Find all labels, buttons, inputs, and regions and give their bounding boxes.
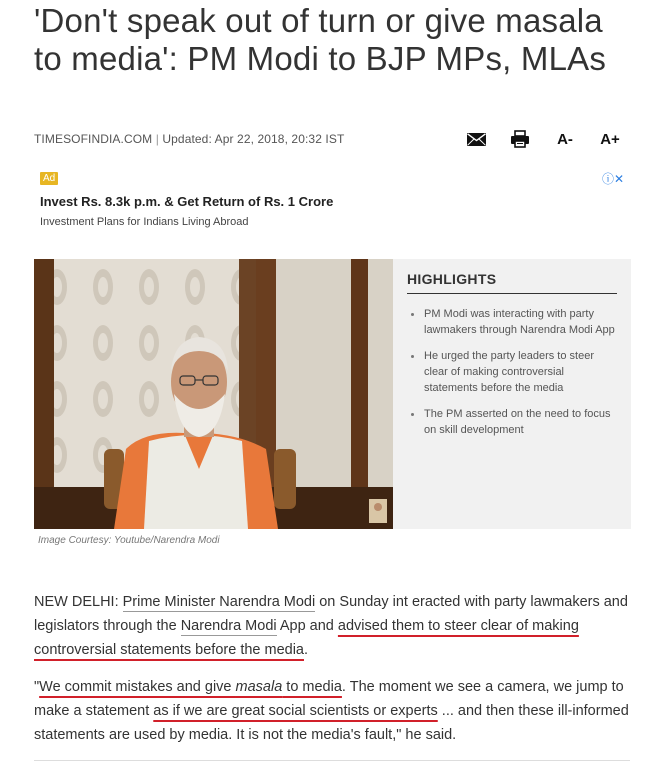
font-increase-button[interactable]: A+ [600,130,620,148]
highlight-item: PM Modi was interacting with party lawmakers through Narendra Modi App [407,306,617,338]
article-paragraph [34,675,634,747]
underlined-quote [39,679,342,695]
byline-separator: | [155,132,159,146]
underlined-text: We commit mistakes and give [39,679,236,695]
sponsored-ad[interactable] [34,168,630,238]
highlight-item: The PM asserted on the need to focus on skill development [407,406,617,438]
envelope-icon [467,133,486,146]
dateline-text: NEW DELHI: [34,594,123,610]
article-body [34,590,634,760]
article-photo [34,259,393,529]
highlight-item: He urged the party leaders to steer clear of making controversial statements before the media [407,348,617,396]
paragraph-text: . The moment we see a camera, we jump to make a statement [34,679,624,719]
article-paragraph [34,590,634,662]
email-button[interactable] [466,125,486,153]
entity-link-pm-modi[interactable]: Prime Minister Narendra Modi [122,594,316,610]
entity-link-narendra-modi[interactable]: Narendra Modi [180,618,277,634]
paragraph-text: App and [276,618,338,634]
underlined-text: advised them to steer clear of making controversial statements before the media [34,618,579,658]
byline [34,132,344,146]
photo-illustration [34,259,393,529]
ad-badge: Ad [40,172,58,185]
font-decrease-button[interactable]: A- [557,130,573,148]
highlights-list [407,306,617,448]
ad-title[interactable]: Invest Rs. 8.3k p.m. & Get Return of Rs. 1 Crore [40,194,334,209]
emphasis-text: masala [235,679,283,695]
paragraph-text: . [304,642,309,658]
underlined-text: to media [282,679,342,695]
paragraph-text: on Sunday int eracted with party lawmakers and legislators through the [34,594,628,634]
print-button[interactable] [510,125,530,153]
ad-choices-icon[interactable]: ⓘ✕ [601,172,624,186]
article-headline: 'Don't speak out of turn or give masala to media': PM Modi to BJP MPs, MLAs [34,2,607,77]
highlights-box [393,259,631,529]
updated-timestamp: Updated: Apr 22, 2018, 20:32 IST [162,132,345,146]
article-tools [460,125,630,153]
divider [34,760,630,761]
printer-icon [511,130,529,148]
underlined-text: as if we are great social scientists or experts [153,703,438,719]
ad-subtitle: Investment Plans for Indians Living Abroad [40,216,249,228]
paragraph-text: " [34,679,40,695]
photo-caption: Image Courtesy: Youtube/Narendra Modi [38,535,220,546]
source-name[interactable]: TIMESOFINDIA.COM [34,132,153,146]
paragraph-text: ... and then these ill-informed statements are used by media. It is not the media's fault," he said. [34,703,629,743]
highlights-title: HIGHLIGHTS [407,271,617,294]
